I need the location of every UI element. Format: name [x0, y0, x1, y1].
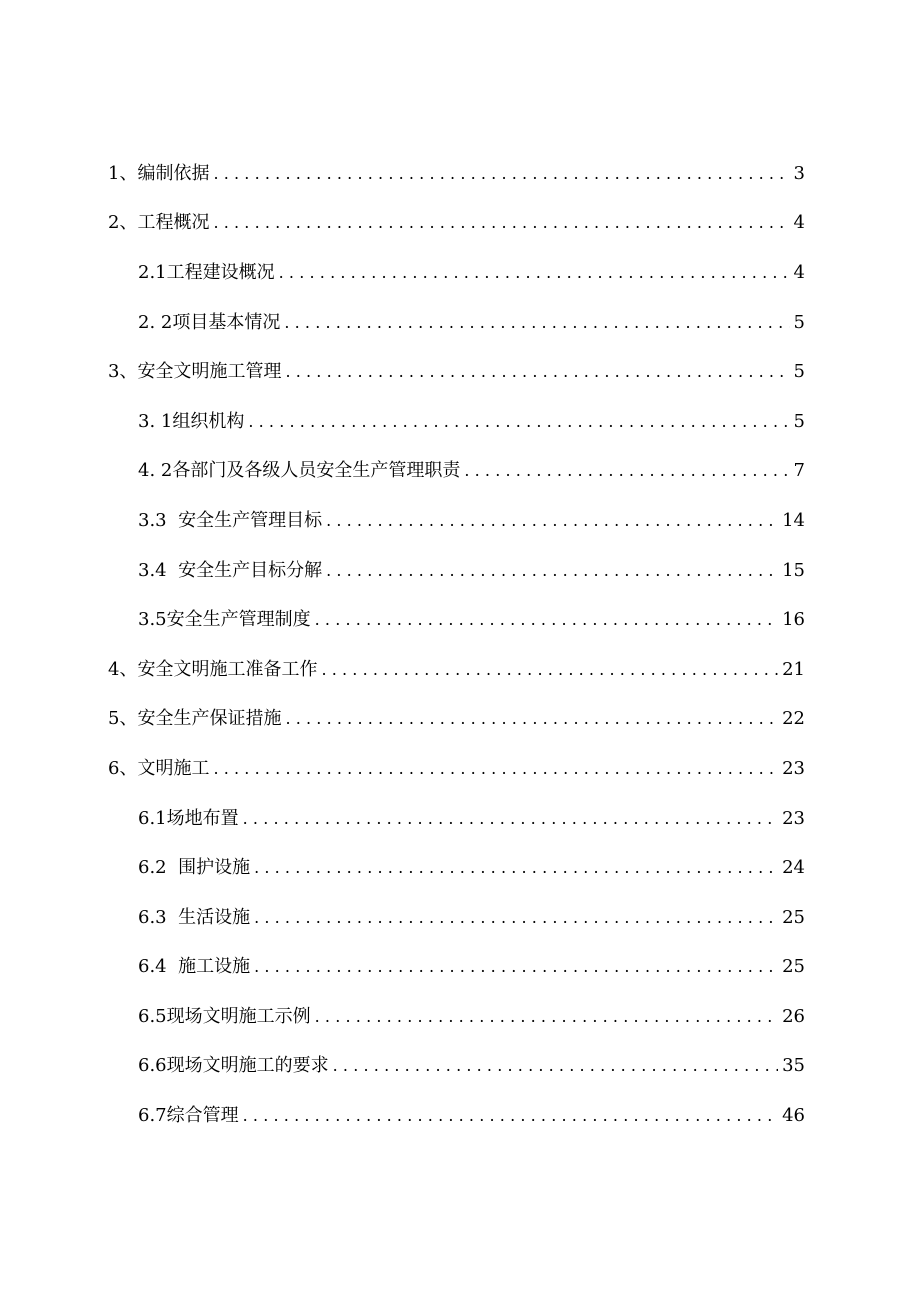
toc-entry-label: 6.2 围护设施: [138, 857, 251, 879]
toc-entry-6-3[interactable]: [0, 893, 920, 943]
toc-entry-page: 5: [793, 361, 805, 383]
toc-leader-dots: [254, 856, 778, 880]
toc-leader-dots: [254, 906, 778, 930]
toc-leader-dots: [321, 658, 778, 682]
toc-entry-label: 2. 2项目基本情况: [138, 311, 281, 333]
toc-leader-dots: [213, 162, 789, 186]
toc-entry-label: 2、工程概况: [108, 212, 210, 234]
toc-entry-page: 16: [782, 609, 805, 631]
table-of-contents: [0, 149, 920, 1141]
toc-entry-page: 4: [793, 261, 805, 283]
toc-entry-label: 6.7综合管理: [138, 1105, 239, 1127]
toc-entry-page: 25: [782, 956, 805, 978]
toc-entry-5[interactable]: [0, 695, 920, 745]
toc-entry-page: 3: [793, 162, 805, 184]
toc-leader-dots: [213, 757, 778, 781]
toc-entry-page: 46: [782, 1105, 805, 1127]
toc-leader-dots: [243, 807, 778, 831]
toc-entry-3-3[interactable]: [0, 496, 920, 546]
toc-entry-page: 23: [782, 757, 805, 779]
toc-entry-page: 4: [793, 212, 805, 234]
toc-entry-3-1[interactable]: [0, 397, 920, 447]
toc-leader-dots: [254, 955, 778, 979]
toc-entry-3-4[interactable]: [0, 546, 920, 596]
toc-leader-dots: [213, 211, 789, 235]
toc-entry-6[interactable]: [0, 744, 920, 794]
toc-entry-page: 21: [782, 658, 805, 680]
toc-entry-label: 6.5现场文明施工示例: [138, 1005, 311, 1027]
toc-leader-dots: [315, 1005, 778, 1029]
toc-leader-dots: [284, 311, 789, 335]
toc-entry-label: 5、安全生产保证措施: [108, 708, 282, 730]
toc-leader-dots: [285, 360, 789, 384]
toc-entry-3-5[interactable]: [0, 595, 920, 645]
toc-entry-3[interactable]: [0, 347, 920, 397]
toc-entry-label: 3. 1组织机构: [138, 410, 245, 432]
toc-leader-dots: [285, 707, 778, 731]
toc-entry-page: 22: [782, 708, 805, 730]
toc-leader-dots: [243, 1104, 778, 1128]
toc-leader-dots: [333, 1054, 778, 1078]
toc-entry-label: 3.5安全生产管理制度: [138, 609, 311, 631]
toc-leader-dots: [326, 559, 778, 583]
toc-entry-label: 2.1工程建设概况: [138, 261, 275, 283]
toc-leader-dots: [248, 410, 789, 434]
toc-entry-1[interactable]: [0, 149, 920, 199]
toc-entry-label: 3.3 安全生产管理目标: [138, 509, 323, 531]
toc-entry-6-4[interactable]: [0, 943, 920, 993]
toc-entry-label: 6.3 生活设施: [138, 906, 251, 928]
toc-entry-page: 25: [782, 906, 805, 928]
toc-leader-dots: [464, 459, 789, 483]
toc-entry-label: 6、文明施工: [108, 757, 210, 779]
toc-entry-label: 3、安全文明施工管理: [108, 361, 282, 383]
toc-entry-page: 5: [793, 311, 805, 333]
toc-entry-page: 26: [782, 1005, 805, 1027]
toc-entry-label: 1、编制依据: [108, 162, 210, 184]
toc-entry-4[interactable]: [0, 645, 920, 695]
toc-leader-dots: [326, 509, 778, 533]
toc-entry-3-2[interactable]: [0, 447, 920, 497]
toc-entry-page: 5: [793, 410, 805, 432]
toc-entry-2-1[interactable]: [0, 248, 920, 298]
toc-entry-label: 6.1场地布置: [138, 807, 239, 829]
toc-entry-page: 15: [782, 559, 805, 581]
toc-entry-label: 4、安全文明施工准备工作: [108, 658, 318, 680]
toc-entry-page: 24: [782, 857, 805, 879]
toc-entry-6-5[interactable]: [0, 992, 920, 1042]
toc-leader-dots: [279, 261, 790, 285]
toc-entry-label: 6.6现场文明施工的要求: [138, 1055, 329, 1077]
toc-entry-label: 6.4 施工设施: [138, 956, 251, 978]
toc-entry-6-2[interactable]: [0, 843, 920, 893]
toc-entry-label: 3.4 安全生产目标分解: [138, 559, 323, 581]
toc-entry-2-2[interactable]: [0, 298, 920, 348]
toc-entry-label: 4. 2各部门及各级人员安全生产管理职责: [138, 460, 461, 482]
toc-entry-page: 23: [782, 807, 805, 829]
toc-entry-6-1[interactable]: [0, 794, 920, 844]
toc-entry-6-7[interactable]: [0, 1091, 920, 1141]
toc-leader-dots: [315, 608, 778, 632]
toc-entry-page: 14: [782, 509, 805, 531]
toc-entry-6-6[interactable]: [0, 1042, 920, 1092]
toc-entry-2[interactable]: [0, 199, 920, 249]
toc-entry-page: 35: [782, 1055, 805, 1077]
toc-entry-page: 7: [793, 460, 805, 482]
